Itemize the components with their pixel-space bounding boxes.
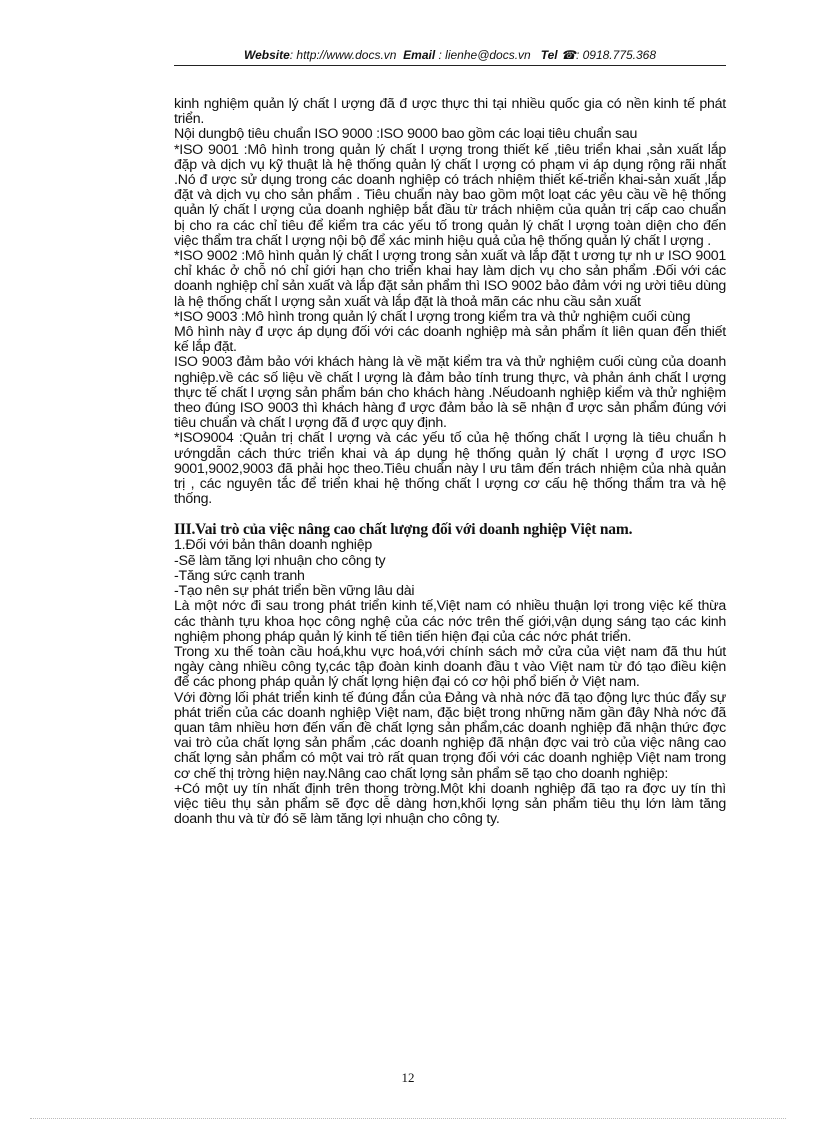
paragraph: -Tạo nên sự phát triển bền vững lâu dài — [174, 583, 415, 600]
paragraph: *ISO 9002 :Mô hình quản lý chất l ượng trong sản xuất và lắp đặt t ương tự nh ư ISO 9001 chỉ khác ở chỗ nó chỉ giới hạn cho triển khai hay làm dịch vụ cho sản phẩm .Đối với các doanh nghiệp chỉ sản xuất và lắp đặt sản phẩm thì ISO 9002 bảo đảm với ng ười tiêu dùng là hệ thống chất l ượng sản xuất và lắp đặt là thoả mãn các nhu cầu sản xuất — [174, 248, 726, 310]
paragraph: kinh nghiệm quản lý chất l ượng đã đ ược thực thi tại nhiều quốc gia có nền kinh tế phát triển. — [174, 96, 726, 128]
paragraph: +Có một uy tín nhất định trên thong trờng.Một khi doanh nghiệp đã tạo ra đợc uy tín thì việc tiêu thụ sản phẩm sẽ đợc dễ dàng hơn,khối lợng sản phẩm tiêu thụ lớn làm tăng doanh thu và từ đó sẽ làm tăng lợi nhuận cho công ty. — [174, 780, 726, 828]
paragraph: -Sẽ làm tăng lợi nhuận cho công ty — [174, 552, 386, 569]
email-label: Email — [403, 48, 436, 62]
paragraph: Nội dungbộ tiêu chuẩn ISO 9000 :ISO 9000 bao gồm các loại tiêu chuẩn sau — [174, 126, 638, 143]
paragraph: Với đờng lối phát triển kinh tế đúng đắn của Đảng và nhà nớc đã tạo động lực thúc đẩy sự phát triển của các doanh nghiệp Việt nam, đặc biệt trong những năm gần đây Nhà nớc đã quan tâm nhiều hơn đến vấn đề chất lợng sản phẩm,các doanh nghiệp đã nhận thức đợc vai trò của chất lợng sản phẩm ,các doanh nghiệp đã nhận đợc vai trò của việc nâng cao chất lợng sản phẩm có một vai trò rất quan trọng đối với các doanh nghiệp Việt nam trong cơ chế thị trờng hiện nay.Nâng cao chất lợng sản phẩm sẽ tạo cho doanh nghiệp: — [174, 689, 726, 782]
document-body — [174, 97, 726, 827]
website-label: Website — [243, 48, 290, 62]
paragraph: Mô hình này đ ược áp dụng đối với các doanh nghiệp mà sản phẩm ít liên quan đến thiết kế lắp đặt. — [174, 324, 726, 356]
page-number: 12 — [401, 1070, 415, 1085]
paragraph: 1.Đối với bản thân doanh nghiệp — [174, 537, 372, 554]
paragraph: *ISO9004 :Quản trị chất l ượng và các yếu tố của hệ thống chất l ượng là tiêu chuẩn h ướngdẫn cách thức triển khai và áp dụng hệ thống quản lý chất l ượng đ ược ISO 9001,9002,9003 đã phải học theo.Tiêu chuẩn này l ưu tâm đến trách nhiệm của nhà quản trị , các nguyên tắc để triển khai hệ thống chất l ượng cơ cấu hệ thống thẩm tra và hệ thống. — [174, 430, 726, 508]
paragraph: ISO 9003 đảm bảo với khách hàng là về mặt kiểm tra và thử nghiệm cuối cùng của doanh nghiệp.về các số liệu về chất l ượng là đảm bảo tính trung thực, và phản ánh chất l ượng thực tế chất l ượng sản phẩm bán cho khách hàng .Nếudoanh nghiệp kiểm và thử nghiệm theo đúng ISO 9003 thì khách hàng đ ược đảm bảo là sẽ nhận đ ược sản phẩm đúng với tiêu chuẩn và chất l ượng đã đ ược quy định. — [174, 354, 726, 432]
paragraph: -Tăng sức cạnh tranh — [174, 567, 305, 584]
page-header — [174, 48, 726, 66]
email-value: : lienhe@docs.vn — [438, 48, 531, 62]
paragraph: *ISO 9001 :Mô hình trong quản lý chất l ượng trong thiết kế ,tiêu triển khai ,sản xuất lắp đặp và dịch vụ kỹ thuật là hệ thống quản lý chất l ượng có phạm vi áp dụng rộng rãi nhất .Nó đ ược sử dụng trong các doanh nghiệp có trách nhiệm thiết kế-triển khai-sản xuất ,lắp đặt và dịch vụ cho sản phẩm . Tiêu chuẩn này bao gồm một loạt các yêu cầu về hệ thống quản lý chất l ượng của doanh nghiệp bắt đầu từ trách nhiệm của quản trị cấp cao chuẩn bị cho ra các chỉ tiêu để kiểm tra các yếu tố trong quản lý chất l ượng toàn diện cho đến việc thẩm tra chất l ượng nội bộ để xác minh hiệu quả của hệ thống quản lý chất l ượng . — [174, 141, 726, 249]
website-value: : http://www.docs.vn — [289, 48, 397, 62]
section-heading: III.Vai trò của việc nâng cao chất lượng đối với doanh nghiệp Việt nam. — [174, 521, 633, 539]
paragraph: Là một nớc đi sau trong phát triển kinh tế,Việt nam có nhiều thuận lợi trong việc kế thừa các thành tựu khoa học công nghệ của các nớc trên thế giới,vận dụng sáng tạo các kinh nghiệm phong pháp quản lý kinh tế tiên tiến hiện đại của các nớc phát triển. — [174, 598, 726, 645]
tel-label: Tel — [540, 48, 558, 62]
paragraph: Trong xu thế toàn cầu hoá,khu vực hoá,với chính sách mở cửa của việt nam đã thu hút ngày càng nhiều công ty,các tập đoàn kinh doanh đầu t vào Việt nam từ đó tạo điều kiện để các phong pháp quản lý chất lợng hiện đại có cơ hội phổ biến ở Việt nam. — [174, 643, 726, 691]
tel-value: ☎: 0918.775.368 — [561, 48, 657, 62]
paragraph: *ISO 9003 :Mô hình trong quản lý chất l ượng trong kiểm tra và thử nghiệm cuối cùng — [174, 308, 691, 325]
page-bottom-border — [30, 1118, 786, 1119]
